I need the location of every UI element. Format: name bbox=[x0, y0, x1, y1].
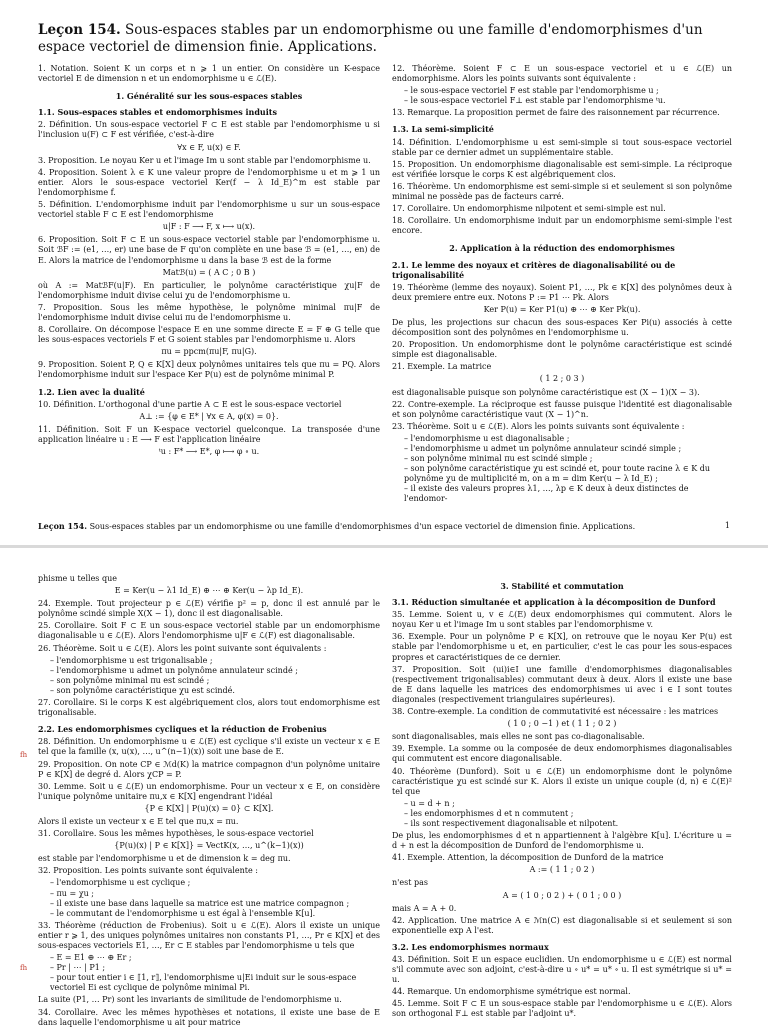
paragraph: Alors il existe un vecteur x ∈ E tel que πu,x = πu. bbox=[38, 816, 239, 826]
list-item: – πu = χu ; bbox=[50, 889, 380, 899]
list-item: – son polynôme minimal πu est scindé ; bbox=[50, 676, 380, 686]
paragraph: 2. Définition. Un sous-espace vectoriel F ⊂ E est stable par l'endomorphisme u si l'inclusion u(F) ⊂ F est vérifiée, c'est-à-dire bbox=[38, 120, 380, 140]
subsection-heading: 1.3. La semi-simplicité bbox=[392, 124, 494, 135]
paragraph: 43. Définition. Soit E un espace euclidien. Un endomorphisme u ∈ ℒ(E) est normal s'il commute avec son adjoint, c'est-à-dire u ∘ u* = u* ∘ u. Il est symétrique si u* = u. bbox=[392, 955, 732, 985]
footer-text: Sous-espaces stables par un endomorphisme ou une famille d'endomorphismes d'un espace vectoriel de dimension finie. Applications. bbox=[89, 522, 636, 531]
paragraph: 22. Contre-exemple. La réciproque est fausse puisque l'identité est diagonalisable et son polynôme caractéristique vaut (X − 1)^n. bbox=[392, 399, 732, 419]
paragraph: sont diagonalisables, mais elles ne sont pas co-diagonalisable. bbox=[392, 732, 645, 742]
equation: E = Ker(u − λ1 Id_E) ⊕ ⋯ ⊕ Ker(u − λp Id_E). bbox=[114, 586, 304, 596]
list-item: – il existe une base dans laquelle sa matrice est une matrice compagnon ; bbox=[50, 899, 380, 909]
paragraph: 11. Définition. Soit F un K-espace vectoriel quelconque. La transposée d'une application linéaire u : E ⟶ F est l'application linéaire bbox=[38, 424, 380, 444]
equation: A = ( 1 0 ; 0 2 ) + ( 0 1 ; 0 0 ) bbox=[502, 890, 622, 900]
paragraph: 21. Exemple. La matrice bbox=[392, 362, 492, 372]
paragraph: 7. Proposition. Sous les même hypothèse, le polynôme minimal πu|F de l'endomorphisme induit divise celui πu de l'endomorphisme u. bbox=[38, 302, 380, 322]
bullet-list bbox=[50, 878, 380, 918]
paragraph: 37. Proposition. Soit (ui)i∈I une famille d'endomorphismes diagonalisables (respectivement trigonalisables) commutant deux à deux. Alors il existe une base de E dans laquelle les matrices des endomorphismes ui avec i ∈ I sont toutes diagonales (respectivement triangulaires supérieures). bbox=[392, 664, 732, 704]
paragraph: 1. Notation. Soient K un corps et n ⩾ 1 un entier. On considère un K-espace vectoriel E de dimension n et un endomorphisme u ∈ ℒ(E). bbox=[38, 64, 380, 84]
list-item: – son polynôme caractéristique χu est scindé. bbox=[50, 686, 380, 696]
equation: Ker P(u) = Ker P1(u) ⊕ ⋯ ⊕ Ker Pk(u). bbox=[483, 304, 641, 314]
list-item: – le commutant de l'endomorphisme u est égal à l'ensemble K[u]. bbox=[50, 909, 380, 919]
paragraph: n'est pas bbox=[392, 878, 428, 888]
paragraph: 36. Exemple. Pour un polynôme P ∈ K[X], on retrouve que le noyau Ker P(u) est stable par l'endomorphisme u et, en particulier, c'est le cas pour les sous-espaces propres et caractéristiques de ce dernier. bbox=[392, 632, 732, 662]
paragraph: 45. Lemme. Soit F ⊂ E un sous-espace stable par l'endomorphisme u ∈ ℒ(E). Alors son orthogonal F⊥ est stable par l'adjoint u*. bbox=[392, 999, 732, 1019]
page-number: 1 bbox=[724, 521, 730, 530]
paragraph: 13. Remarque. La proposition permet de faire des raisonnement par récurrence. bbox=[392, 108, 720, 118]
paragraph: est stable par l'endomorphisme u et de dimension k = deg πu. bbox=[38, 854, 291, 864]
footer-prefix: Leçon 154. bbox=[38, 521, 88, 531]
paragraph: 9. Proposition. Soient P, Q ∈ K[X] deux polynômes unitaires tels que πu = PQ. Alors l'endomorphisme induit sur l'espace Ker P(u) est de polynôme minimal P. bbox=[38, 360, 380, 380]
section-heading: 1. Généralité sur les sous-espaces stables bbox=[115, 91, 303, 102]
paragraph: 15. Proposition. Un endomorphisme diagonalisable est semi-simple. La réciproque est vérifiée lorsque le corps K est algébriquement clos. bbox=[392, 159, 732, 179]
paragraph: 12. Théorème. Soient F ⊂ E un sous-espace vectoriel et u ∈ ℒ(E) un endomorphisme. Alors les points suivants sont équivalente : bbox=[392, 64, 732, 84]
list-item: – u = d + n ; bbox=[404, 799, 732, 809]
list-item: – le sous-espace vectoriel F⊥ est stable par l'endomorphisme ᵗu. bbox=[404, 96, 732, 106]
subsection-heading: 1.2. Lien avec la dualité bbox=[38, 386, 145, 397]
paragraph: 25. Corollaire. Soit F ⊂ E un sous-espace vectoriel stable par un endomorphisme diagonalisable u ∈ ℒ(E). Alors l'endomorphisme u|F ∈ ℒ(F) est diagonalisable. bbox=[38, 621, 380, 641]
paragraph: 26. Théorème. Soit u ∈ ℒ(E). Alors les point suivante sont équivalents : bbox=[38, 643, 327, 653]
equation: u|F : F ⟶ F, x ⟼ u(x). bbox=[162, 222, 256, 232]
paragraph: 28. Définition. Un endomorphisme u ∈ ℒ(E) est cyclique s'il existe un vecteur x ∈ E tel que la famille (x, u(x), …, u^(n−1)(x)) soit une base de E. bbox=[38, 737, 380, 757]
paragraph: 20. Proposition. Un endomorphisme dont le polynôme caractéristique est scindé simple est diagonalisable. bbox=[392, 340, 732, 360]
equation: Matℬ(u) = ( A C ; 0 B ) bbox=[162, 267, 256, 277]
paragraph: est diagonalisable puisque son polynôme caractéristique est (X − 1)(X − 3). bbox=[392, 387, 700, 397]
paragraph: 34. Corollaire. Avec les mêmes hypothèses et notations, il existe une base de E dans laquelle l'endomorphisme u ait pour matrice bbox=[38, 1007, 380, 1027]
paragraph: 32. Proposition. Les points suivante sont équivalente : bbox=[38, 866, 258, 876]
paragraph: 6. Proposition. Soit F ⊂ E un sous-espace vectoriel stable par l'endomorphisme u. Soit ℬF := (e1, …, er) une base de F qu'on complète en une base ℬ = (e1, …, en) de E. Alors la matrice de l'endomorphisme u dans la base ℬ est de la forme bbox=[38, 235, 380, 265]
subsection-heading: 3.1. Réduction simultanée et application à la décomposition de Dunford bbox=[392, 597, 716, 608]
equation: ( 1 2 ; 0 3 ) bbox=[539, 374, 585, 384]
list-item: – l'endomorphisme u admet un polynôme annulateur scindé simple ; bbox=[404, 444, 732, 454]
list-item: – l'endomorphisme u est trigonalisable ; bbox=[50, 656, 380, 666]
title-prefix: Leçon 154. bbox=[38, 22, 121, 38]
paragraph: 16. Théorème. Un endomorphisme est semi-simple si et seulement si son polynôme minimal ne possède pas de facteurs carré. bbox=[392, 181, 732, 202]
subsection-heading: 2.1. Le lemme des noyaux et critères de diagonalisabilité ou de trigonalisabilité bbox=[392, 259, 676, 280]
paragraph: 23. Théorème. Soit u ∈ ℒ(E). Alors les points suivants sont équivalente : bbox=[392, 421, 685, 431]
margin-mark: fh bbox=[20, 751, 28, 759]
list-item: – il existe des valeurs propres λ1, …, λp ∈ K deux à deux distinctes de l'endomor- bbox=[404, 484, 732, 504]
paragraph: 14. Définition. L'endomorphisme u est semi-simple si tout sous-espace vectoriel stable par ce dernier admet un supplémentaire stable. bbox=[392, 137, 732, 157]
list-item: – les endomorphismes d et n commutent ; bbox=[404, 809, 732, 819]
page-title bbox=[38, 22, 738, 56]
paragraph: 4. Proposition. Soient λ ∈ K une valeur propre de l'endomorphisme u et m ⩾ 1 un entier. Alors le sous-espace vectoriel Ker(f − λ Id_E)^m est stable par l'endomorphisme f. bbox=[38, 167, 380, 197]
bullet-list bbox=[404, 434, 732, 505]
page2-left-column bbox=[38, 574, 380, 1030]
section-heading: 2. Application à la réduction des endomorphismes bbox=[449, 243, 675, 254]
equation: {P ∈ K[X] | P(u)(x) = 0} ⊂ K[X]. bbox=[144, 803, 274, 813]
paragraph: La suite (P1, … Pr) sont les invariants de similitude de l'endomorphisme u. bbox=[38, 995, 342, 1005]
title-text: Sous-espaces stables par un endomorphisme ou une famille d'endomorphismes d'un espace vectoriel de dimension finie. Applications. bbox=[38, 22, 703, 55]
equation: {P(u)(x) | P ∈ K[X]} = VectK(x, …, u^(k−1)(x)) bbox=[114, 841, 304, 851]
paragraph: 39. Exemple. La somme ou la composée de deux endomorphismes diagonalisables qui commutent est encore diagonalisable. bbox=[392, 744, 732, 764]
page1-left-column bbox=[38, 64, 380, 460]
list-item: – Pr | ⋯ | P1 ; bbox=[50, 963, 380, 973]
equation: A⊥ := {φ ∈ E* | ∀x ∈ A, φ(x) = 0}. bbox=[139, 411, 279, 421]
list-item: – son polynôme minimal πu est scindé simple ; bbox=[404, 454, 732, 464]
bullet-list bbox=[50, 656, 380, 696]
list-item: – le sous-espace vectoriel F est stable par l'endomorphisme u ; bbox=[404, 86, 732, 96]
list-item: – E = E1 ⊕ ⋯ ⊕ Er ; bbox=[50, 953, 380, 963]
list-item: – l'endomorphisme u admet un polynôme annulateur scindé ; bbox=[50, 666, 380, 676]
paragraph: 35. Lemme. Soient u, v ∈ ℒ(E) deux endomorphismes qui commutent. Alors le noyau Ker u et l'image Im u sont stables par l'endomorphisme v. bbox=[392, 610, 732, 630]
paragraph: 33. Théorème (réduction de Frobenius). Soit u ∈ ℒ(E). Alors il existe un unique entier r ⩾ 1, des uniques polynômes unitaires non constants P1, …, Pr ∈ K[X] et des sous-espaces vectoriels E1, …, Er ⊂ E stables par l'endomorphisme u tels que bbox=[38, 920, 380, 950]
list-item: – l'endomorphisme u est cyclique ; bbox=[50, 878, 380, 888]
paragraph: 38. Contre-exemple. La condition de commutativité est nécessaire : les matrices bbox=[392, 707, 719, 717]
list-item: – ils sont respectivement diagonalisable et nilpotent. bbox=[404, 819, 732, 829]
paragraph: 30. Lemme. Soit u ∈ ℒ(E) un endomorphisme. Pour un vecteur x ∈ E, on considère l'unique polynôme unitaire πu,x ∈ K[X] engendrant l'idéal bbox=[38, 781, 380, 801]
paragraph: 24. Exemple. Tout projecteur p ∈ ℒ(E) vérifie p² = p, donc il est annulé par le polynôme scindé simple X(X − 1), donc il est diagonalisable. bbox=[38, 599, 380, 619]
subsection-heading: 2.2. Les endomorphismes cycliques et la réduction de Frobenius bbox=[38, 724, 327, 735]
bullet-list bbox=[404, 799, 732, 829]
subsection-heading: 1.1. Sous-espaces stables et endomorphismes induits bbox=[38, 107, 277, 118]
page1-right-column bbox=[392, 64, 732, 507]
margin-mark: fh bbox=[20, 964, 28, 972]
equation: πu = ppcm(πu|F, πu|G). bbox=[161, 347, 257, 357]
paragraph: De plus, les endomorphismes d et n appartiennent à l'algèbre K[u]. L'écriture u = d + n est la décomposition de Dunford de l'endomorphisme u. bbox=[392, 831, 732, 851]
paragraph: 19. Théorème (lemme des noyaux). Soient P1, …, Pk ∈ K[X] des polynômes deux à deux premiere entre eux. Notons P := P1 ⋯ Pk. Alors bbox=[392, 282, 732, 302]
paragraph: mais A = A + 0. bbox=[392, 903, 457, 913]
section-heading: 3. Stabilité et commutation bbox=[500, 581, 624, 591]
paragraph: 10. Définition. L'orthogonal d'une partie A ⊂ E est le sous-espace vectoriel bbox=[38, 399, 342, 409]
equation: ( 1 0 ; 0 −1 ) et ( 1 1 ; 0 2 ) bbox=[507, 719, 617, 729]
page2-right-column bbox=[392, 574, 732, 1022]
paragraph: 18. Corollaire. Un endomorphisme induit par un endomorphisme semi-simple l'est encore. bbox=[392, 216, 732, 236]
page-2 bbox=[0, 548, 768, 1027]
paragraph: 42. Application. Une matrice A ∈ ℳn(C) est diagonalisable si et seulement si son exponentielle exp A l'est. bbox=[392, 915, 732, 935]
list-item: – son polynôme caractéristique χu est scindé et, pour toute racine λ ∈ K du polynôme χu de multiplicité m, on a m = dim Ker(u − λ Id_E) ; bbox=[404, 464, 732, 484]
equation: ᵗu : F* ⟶ E*, φ ⟼ φ ∘ u. bbox=[158, 447, 260, 456]
paragraph: De plus, les projections sur chacun des sous-espaces Ker Pi(u) associés à cette décomposition sont des polynômes en l'endomorphisme u. bbox=[392, 317, 732, 338]
paragraph: 5. Définition. L'endomorphisme induit par l'endomorphisme u sur un sous-espace vectoriel stable F ⊂ E est l'endomorphisme bbox=[38, 200, 380, 220]
paragraph: 17. Corollaire. Un endomorphisme nilpotent et semi-simple est nul. bbox=[392, 204, 666, 214]
paragraph: 8. Corollaire. On décompose l'espace E en une somme directe E = F ⊕ G telle que les sous-espaces vectoriels F et G soient stables par l'endomorphisme u. Alors bbox=[38, 325, 380, 345]
equation: ∀x ∈ F, u(x) ∈ F. bbox=[177, 142, 241, 152]
paragraph: où A := MatℬF(u|F). En particulier, le polynôme caractéristique χu|F de l'endomorphisme induit divise celui χu de l'endomorphisme u. bbox=[38, 280, 380, 300]
paragraph: 29. Proposition. On note CP ∈ ℳd(K) la matrice compagnon d'un polynôme unitaire P ∈ K[X] de degré d. Alors χCP = P. bbox=[38, 759, 380, 779]
list-item: – l'endomorphisme u est diagonalisable ; bbox=[404, 434, 732, 444]
paragraph: 44. Remarque. Un endomorphisme symétrique est normal. bbox=[392, 987, 631, 997]
list-item: – pour tout entier i ∈ ⟦1, r⟧, l'endomorphisme u|Ei induit sur le sous-espace vectoriel Ei est cyclique de polynôme minimal Pi. bbox=[50, 973, 380, 993]
bullet-list bbox=[404, 86, 732, 106]
paragraph: 40. Théorème (Dunford). Soit u ∈ ℒ(E) un endomorphisme dont le polynôme caractéristique χu est scindé sur K. Alors il existe un unique couple (d, n) ∈ ℒ(E)² tel que bbox=[392, 766, 732, 796]
paragraph: phisme u telles que bbox=[38, 574, 117, 583]
paragraph: 41. Exemple. Attention, la décomposition de Dunford de la matrice bbox=[392, 853, 664, 863]
paragraph: 31. Corollaire. Sous les mêmes hypothèses, le sous-espace vectoriel bbox=[38, 829, 314, 839]
equation: A := ( 1 1 ; 0 2 ) bbox=[529, 865, 595, 875]
subsection-heading: 3.2. Les endomorphismes normaux bbox=[392, 941, 549, 952]
paragraph: 3. Proposition. Le noyau Ker u et l'image Im u sont stable par l'endomorphisme u. bbox=[38, 155, 371, 165]
bullet-list bbox=[50, 953, 380, 993]
paragraph: 27. Corollaire. Si le corps K est algébriquement clos, alors tout endomorphisme est trigonalisable. bbox=[38, 698, 380, 718]
page-footer bbox=[38, 521, 738, 531]
